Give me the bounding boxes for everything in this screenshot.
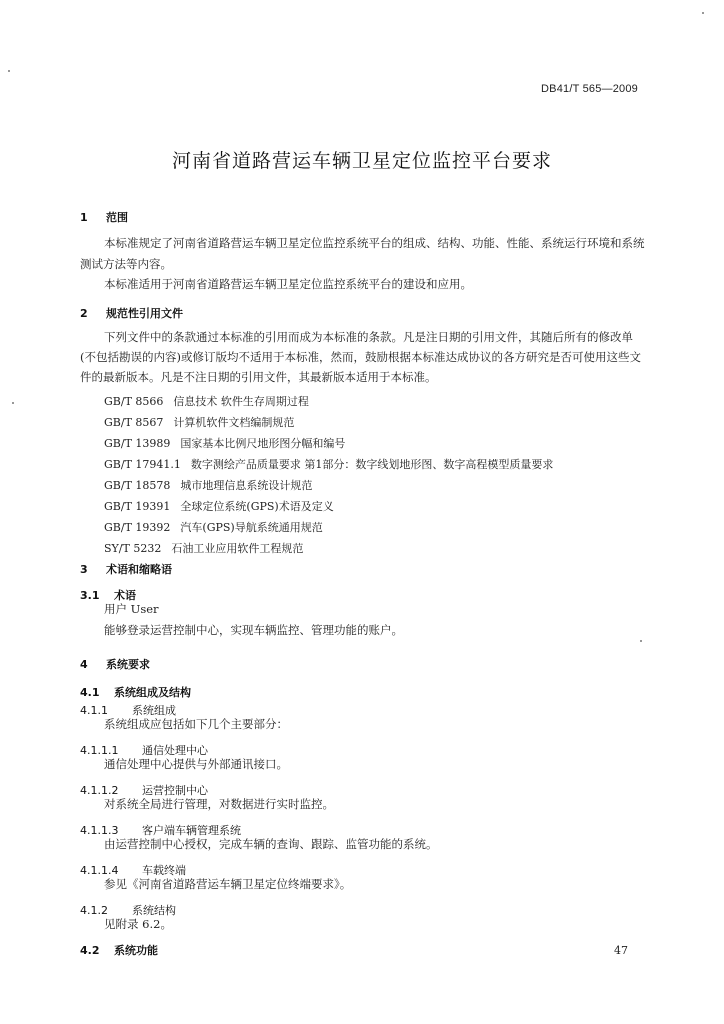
subsection-title: 系统结构 (132, 904, 176, 917)
subsection-number: 4.2 (80, 944, 100, 957)
section-3-heading (80, 561, 172, 577)
subsection-number: 3.1 (80, 589, 100, 602)
term-name: 用户 User (104, 602, 159, 616)
section-4-heading (80, 656, 150, 672)
section-title: 术语和缩略语 (106, 563, 172, 576)
reference-title: 汽车(GPS)导航系统通用规范 (180, 521, 323, 534)
operation-center-text: 对系统全局进行管理，对数据进行实时监控。 (104, 797, 334, 811)
section-number: 3 (80, 563, 88, 576)
subsection-number: 4.1 (80, 686, 100, 699)
normative-references-paragraph: 下列文件中的条款通过本标准的引用而成为本标准的条款。凡是注日期的引用文件，其随后所有的修改单(不包括勘误的内容)或修订版均不适用于本标准，然而，鼓励根据本标准达成协议的各方研究是否可使用这些文件的最新版本。凡是不注日期的引用文件，其最新版本适用于本标准。 (80, 330, 641, 384)
reference-code: GB/T 8567 (104, 416, 164, 429)
reference-item (104, 477, 312, 493)
reference-code: SY/T 5232 (104, 542, 162, 555)
scope-paragraph-1: 本标准规定了河南省道路营运车辆卫星定位监控系统平台的组成、结构、功能、性能、系统运行环境和系统测试方法等内容。 (80, 236, 645, 271)
subsection-number: 4.1.1.4 (80, 864, 119, 877)
reference-item (104, 540, 303, 556)
reference-code: GB/T 19391 (104, 500, 171, 513)
reference-title: 国家基本比例尺地形图分幅和编号 (180, 437, 346, 450)
reference-item (104, 414, 294, 430)
subsection-title: 运营控制中心 (142, 784, 208, 797)
section-number: 2 (80, 307, 88, 320)
subsection-title: 系统组成 (132, 704, 176, 717)
reference-item (104, 456, 553, 472)
section-number: 4 (80, 658, 88, 671)
subsection-title: 系统功能 (114, 944, 158, 957)
scope-paragraph-2: 本标准适用于河南省道路营运车辆卫星定位监控系统平台的建设和应用。 (104, 277, 472, 291)
term-definition: 能够登录运营控制中心，实现车辆监控、管理功能的账户。 (104, 623, 403, 637)
scan-speck (702, 12, 704, 14)
reference-code: GB/T 19392 (104, 521, 171, 534)
reference-code: GB/T 17941.1 (104, 458, 181, 471)
subsection-number: 4.1.1.1 (80, 744, 119, 757)
subsection-4-1-heading (80, 684, 191, 700)
reference-item (104, 519, 323, 535)
reference-title: 石油工业应用软件工程规范 (171, 542, 304, 555)
reference-item (104, 435, 345, 451)
subsection-title: 术语 (114, 589, 136, 602)
section-title: 范围 (106, 211, 128, 224)
scan-speck (12, 402, 14, 404)
section-title: 系统要求 (106, 658, 150, 671)
section-number: 1 (80, 211, 88, 224)
standard-code: DB41/T 565—2009 (541, 83, 638, 95)
subsection-4-2-heading (80, 942, 158, 958)
reference-title: 城市地理信息系统设计规范 (180, 479, 313, 492)
reference-code: GB/T 8566 (104, 395, 164, 408)
reference-code: GB/T 18578 (104, 479, 171, 492)
subsection-title: 客户端车辆管理系统 (142, 824, 241, 837)
subsection-number: 4.1.1.2 (80, 784, 119, 797)
scan-speck (8, 70, 10, 72)
reference-title: 计算机软件文档编制规范 (173, 416, 295, 429)
section-title: 规范性引用文件 (106, 307, 183, 320)
system-composition-text: 系统组成应包括如下几个主要部分： (104, 717, 288, 731)
subsection-number: 4.1.1 (80, 704, 108, 717)
reference-item (104, 393, 309, 409)
system-structure-text: 见附录 6.2。 (104, 917, 172, 931)
section-2-heading (80, 305, 183, 321)
subsection-number: 4.1.1.3 (80, 824, 119, 837)
reference-title: 数字测绘产品质量要求 第1部分：数字线划地形图、数字高程模型质量要求 (190, 458, 554, 471)
reference-title: 信息技术 软件生存周期过程 (173, 395, 309, 408)
subsection-title: 通信处理中心 (142, 744, 208, 757)
communication-center-text: 通信处理中心提供与外部通讯接口。 (104, 757, 288, 771)
subsection-number: 4.1.2 (80, 904, 108, 917)
scan-speck (640, 640, 642, 642)
vehicle-terminal-text: 参见《河南省道路营运车辆卫星定位终端要求》。 (104, 877, 352, 891)
reference-title: 全球定位系统(GPS)术语及定义 (180, 500, 334, 513)
document-title: 河南省道路营运车辆卫星定位监控平台要求 (171, 150, 552, 172)
client-vehicle-system-text: 由运营控制中心授权，完成车辆的查询、跟踪、监管功能的系统。 (104, 837, 438, 851)
reference-code: GB/T 13989 (104, 437, 171, 450)
section-1-heading (80, 209, 128, 225)
subsection-title: 系统组成及结构 (114, 686, 191, 699)
subsection-title: 车载终端 (142, 864, 186, 877)
reference-item (104, 498, 334, 514)
page-number: 47 (614, 944, 628, 957)
